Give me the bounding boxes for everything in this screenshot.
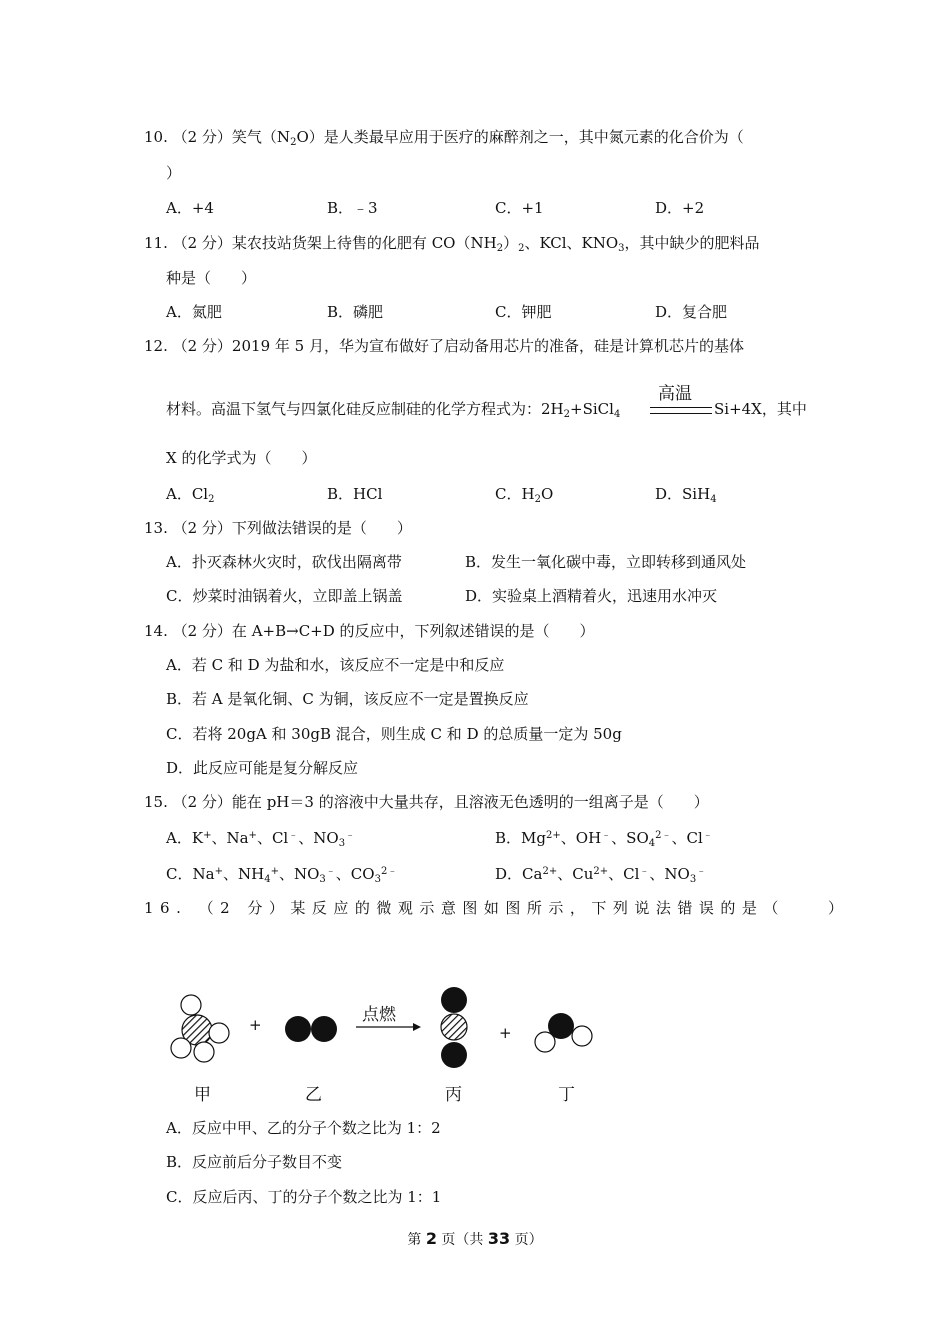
q13-option-c: C．炒菜时油锅着火，立即盖上锅盖 [166, 587, 403, 605]
q12-option-c: C．$H_2O$ [495, 485, 554, 505]
q15-stem: 15. （2 分）能在 pH＝3 的溶液中大量共存，且溶液无色透明的一组离子是（ ） [144, 793, 709, 811]
black-atom [285, 1016, 311, 1042]
white-atom [209, 1023, 229, 1043]
q13-option-b: B．发生一氧化碳中毒，立即转移到通风处 [465, 553, 747, 571]
q10-stem-cont: ） [166, 164, 182, 182]
reaction-micro-diagram [160, 980, 620, 1110]
white-atom [181, 995, 201, 1015]
q12-equation-tail: Si+4X，其中 [714, 400, 807, 418]
white-atom [194, 1042, 214, 1062]
page-number: 2 [425, 1229, 437, 1248]
q12-option-d: D．SiH$_4$ [655, 485, 717, 505]
q10-stem: 10. （2 分）笑气$(N_2O)$是人类最早应用于医疗的麻醉剂之一，其中氮元素的化合价为（ [144, 128, 744, 148]
label-ding: 丁 [558, 1085, 575, 1105]
q13-option-d: D．实验桌上酒精着火，迅速用水冲灭 [465, 587, 718, 605]
white-atom [572, 1026, 592, 1046]
arrow-condition-label: 点燃 [362, 1005, 396, 1025]
q13-stem: 13. （2 分）下列做法错误的是（ ） [144, 519, 412, 537]
black-atom [441, 1042, 467, 1068]
q14-option-d: D．此反应可能是复分解反应 [166, 759, 359, 777]
q11-stem: 11. （2 分）某农技站货架上待售的化肥有 $CO(NH_2)_2$、KCl、$KNO_3$，其中缺少的肥料品 [144, 234, 760, 254]
q16-option-a: A．反应中甲、乙的分子个数之比为 1：2 [166, 1119, 441, 1137]
label-bing: 丙 [445, 1085, 462, 1105]
q11-option-c: C．钾肥 [495, 303, 552, 321]
q10-option-c: C．+1 [495, 199, 544, 217]
hatched-atom [441, 1014, 467, 1040]
q11-option-a: A．氮肥 [166, 303, 222, 321]
q13-option-a: A．扑灭森林火灾时，砍伐出隔离带 [166, 553, 402, 571]
q10-option-b: B．﹣3 [327, 199, 378, 217]
page-footer: 第 2 页（共 33 页） [407, 1229, 543, 1248]
q16-stem: 16. （2 分）某反应的微观示意图如图所示，下列说法错误的是（ ） [144, 899, 850, 917]
molecule-yi [285, 1016, 337, 1042]
molecule-ding [535, 1013, 592, 1052]
q15-option-b: B．$Mg^{2+}$、OH﹣、$SO_4^{2﹣}$、Cl﹣ [495, 829, 713, 849]
q12-stem-line3: X 的化学式为（ ） [166, 449, 317, 467]
q12-option-b: B．HCl [327, 485, 383, 503]
q14-option-b: B．若 A 是氧化铜、C 为铜，该反应不一定是置换反应 [166, 690, 529, 708]
q14-option-a: A．若 C 和 D 为盐和水，该反应不一定是中和反应 [166, 656, 505, 674]
white-atom [171, 1038, 191, 1058]
molecule-bing [441, 987, 467, 1068]
q15-option-d: D．$Ca^{2+}$、$Cu^{2+}$、Cl﹣、$NO_3^﹣$ [495, 865, 707, 885]
q12-stem: 12. （2 分）2019 年 5 月，华为宣布做好了启动备用芯片的准备，硅是计算机芯片的基体 [144, 337, 744, 355]
q15-option-c: C．Na+、$NH_4^+$、$NO_3^﹣$、$CO_3^{2﹣}$ [166, 865, 398, 885]
molecule-jia [171, 995, 229, 1062]
q12-equation-line: 材料。高温下氢气与四氯化硅反应制硅的化学方程式为：$2H_2+SiCl_4$ [166, 400, 621, 420]
plus-sign: + [499, 1024, 512, 1042]
plus-sign: + [249, 1016, 262, 1034]
equals-sign [650, 407, 712, 414]
black-atom [311, 1016, 337, 1042]
page-total: 33 [487, 1229, 511, 1248]
q10-option-a: A．+4 [166, 199, 214, 217]
q15-option-a: A．K+、Na+、Cl﹣、$NO_3^﹣$ [166, 829, 356, 849]
q16-option-b: B．反应前后分子数目不变 [166, 1153, 343, 1171]
reaction-condition-label: 高温 [658, 384, 692, 404]
q11-stem-cont: 种是（ ） [166, 269, 257, 287]
black-atom [441, 987, 467, 1013]
label-yi: 乙 [305, 1085, 322, 1105]
q11-option-d: D．复合肥 [655, 303, 728, 321]
q14-stem: 14. （2 分）在 A+B→C+D 的反应中，下列叙述错误的是（ ） [144, 622, 595, 640]
white-atom [535, 1032, 555, 1052]
q14-option-c: C．若将 20gA 和 30gB 混合，则生成 C 和 D 的总质量一定为 50g [166, 725, 622, 743]
reaction-condition-arrow [650, 383, 712, 423]
q12-option-a: A．$Cl_2$ [166, 485, 215, 505]
q11-option-b: B．磷肥 [327, 303, 384, 321]
label-jia: 甲 [194, 1085, 211, 1105]
q16-option-c: C．反应后丙、丁的分子个数之比为 1：1 [166, 1188, 442, 1206]
q10-option-d: D．+2 [655, 199, 705, 217]
